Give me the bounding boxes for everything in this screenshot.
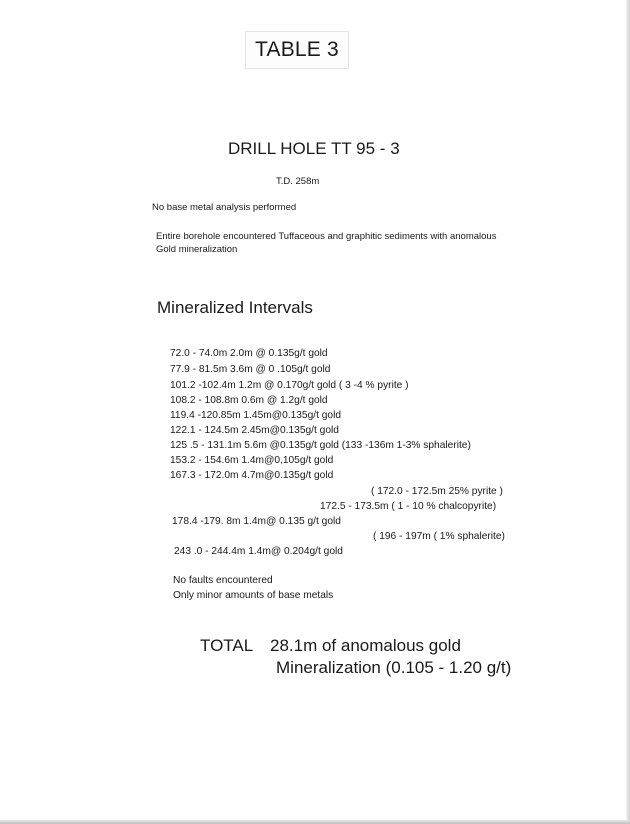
interval-row: 125 .5 - 131.1m 5.6m @0.135g/t gold (133 -136m 1-3% sphalerite) (170, 440, 471, 451)
description-line-2: Gold mineralization (156, 244, 238, 255)
interval-row: 77.9 - 81.5m 3.6m @ 0 .105g/t gold (170, 364, 331, 375)
page-edge-right (626, 0, 630, 824)
faults-note: No faults encountered (173, 575, 273, 586)
interval-row: 72.0 - 74.0m 2.0m @ 0.135g/t gold (170, 348, 328, 359)
interval-row: 172.5 - 173.5m ( 1 - 10 % chalcopyrite) (320, 501, 497, 512)
drill-hole-title: DRILL HOLE TT 95 - 3 (228, 139, 400, 158)
total-line-2: Mineralization (0.105 - 1.20 g/t) (276, 658, 512, 677)
table-title-box (245, 31, 349, 69)
interval-row: 153.2 - 154.6m 1.4m@0,105g/t gold (170, 455, 334, 466)
total-label: TOTAL (200, 636, 254, 655)
total-depth: T.D. 258m (276, 176, 320, 187)
section-title: Mineralized Intervals (157, 298, 313, 317)
interval-row: 243 .0 - 244.4m 1.4m@ 0.204g/t gold (174, 546, 343, 557)
borehole-description (156, 230, 556, 256)
interval-row: ( 172.0 - 172.5m 25% pyrite ) (371, 486, 503, 497)
base-metals-note: Only minor amounts of base metals (173, 590, 334, 601)
description-line-1: Entire borehole encountered Tuffaceous and graphitic sediments with anomalous (156, 231, 497, 242)
page-edge-bottom (0, 820, 630, 824)
interval-row: 108.2 - 108.8m 0.6m @ 1.2g/t gold (170, 395, 328, 406)
interval-row: 119.4 -120.85m 1.45m@0.135g/t gold (170, 410, 342, 421)
interval-row: 167.3 - 172.0m 4.7m@0.135g/t gold (170, 470, 334, 481)
interval-row: 101.2 -102.4m 1.2m @ 0.170g/t gold ( 3 -4 % pyrite ) (170, 380, 409, 391)
interval-row: 122.1 - 124.5m 2.45m@0.135g/t gold (170, 425, 339, 436)
interval-row: ( 196 - 197m ( 1% sphalerite) (373, 531, 505, 542)
total-line-1: 28.1m of anomalous gold (270, 636, 461, 655)
table-title: TABLE 3 (255, 38, 339, 61)
interval-row: 178.4 -179. 8m 1.4m@ 0.135 g/t gold (172, 516, 341, 527)
analysis-note: No base metal analysis performed (152, 202, 297, 213)
